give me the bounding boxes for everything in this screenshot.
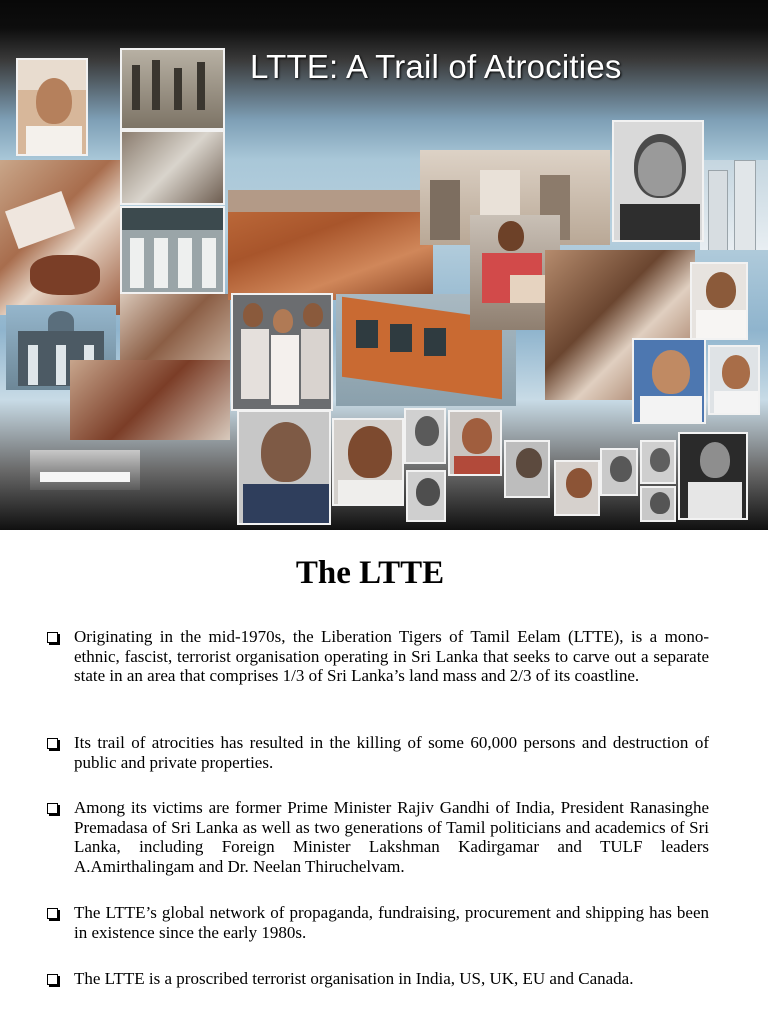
- portrait-photo: [612, 120, 704, 242]
- checkbox-bullet-icon: [47, 908, 58, 919]
- aftermath-photo: [70, 360, 230, 440]
- building-photo: [120, 206, 225, 294]
- portrait-photo: [600, 448, 638, 496]
- portrait-photo: [404, 408, 446, 464]
- checkbox-bullet-icon: [47, 738, 58, 749]
- portrait-photo: [332, 418, 404, 506]
- bullet-item: [46, 969, 709, 989]
- portrait-photo: [690, 262, 748, 340]
- bullet-item: [46, 733, 709, 772]
- portrait-photo: [632, 338, 706, 424]
- portrait-photo: [708, 345, 760, 415]
- portrait-photo: [640, 486, 676, 522]
- crowd-photo: [120, 294, 230, 366]
- portrait-photo: [554, 460, 600, 516]
- checkbox-bullet-icon: [47, 803, 58, 814]
- page-title: The LTTE: [295, 555, 445, 591]
- bullet-item: [46, 627, 709, 686]
- checkbox-bullet-icon: [47, 974, 58, 985]
- bullet-item: [46, 903, 709, 942]
- banner-title: LTTE: A Trail of Atrocities: [250, 48, 622, 85]
- boat-photo: [30, 450, 140, 490]
- bullet-text: The LTTE’s global network of propaganda, fundraising, procurement and shipping has been in existence since the early 1980s.: [74, 903, 709, 942]
- city-towers-photo: [700, 160, 768, 250]
- bullet-item: [46, 798, 709, 876]
- blast-scene-photo: [0, 160, 120, 315]
- portrait-photo: [237, 410, 331, 525]
- portrait-photo: [16, 58, 88, 156]
- portrait-photo: [406, 470, 446, 522]
- wreckage-photo: [120, 130, 225, 205]
- bullet-text: Originating in the mid-1970s, the Liberation Tigers of Tamil Eelam (LTTE), is a mono-ethnic, fascist, terrorist organisation operating in Sri Lanka that seeks to carve out a separate state in an area that comprises 1/3 of Sri Lanka’s land mass and 2/3 of its coastline.: [74, 627, 709, 686]
- women-crowd-photo: [231, 293, 333, 411]
- bullet-text: The LTTE is a proscribed terrorist organisation in India, US, UK, EU and Canada.: [74, 969, 634, 988]
- portrait-photo: [504, 440, 550, 498]
- checkbox-bullet-icon: [47, 632, 58, 643]
- bullet-text: Its trail of atrocities has resulted in the killing of some 60,000 persons and destruction of public and private properties.: [74, 733, 709, 772]
- bullet-text: Among its victims are former Prime Minister Rajiv Gandhi of India, President Ranasinghe Premadasa of Sri Lanka as well as two generations of Tamil politicians and academics of Sri Lanka, including Foreign Minister Lakshman Kadirgamar and TULF leaders A.Amirthalingam and Dr. Neelan Thiruchelvam.: [74, 798, 709, 876]
- excavation-photo: [228, 190, 433, 300]
- street-scene-photo: [120, 48, 225, 130]
- portrait-photo: [640, 440, 676, 484]
- portrait-photo: [448, 410, 502, 476]
- portrait-photo: [678, 432, 748, 520]
